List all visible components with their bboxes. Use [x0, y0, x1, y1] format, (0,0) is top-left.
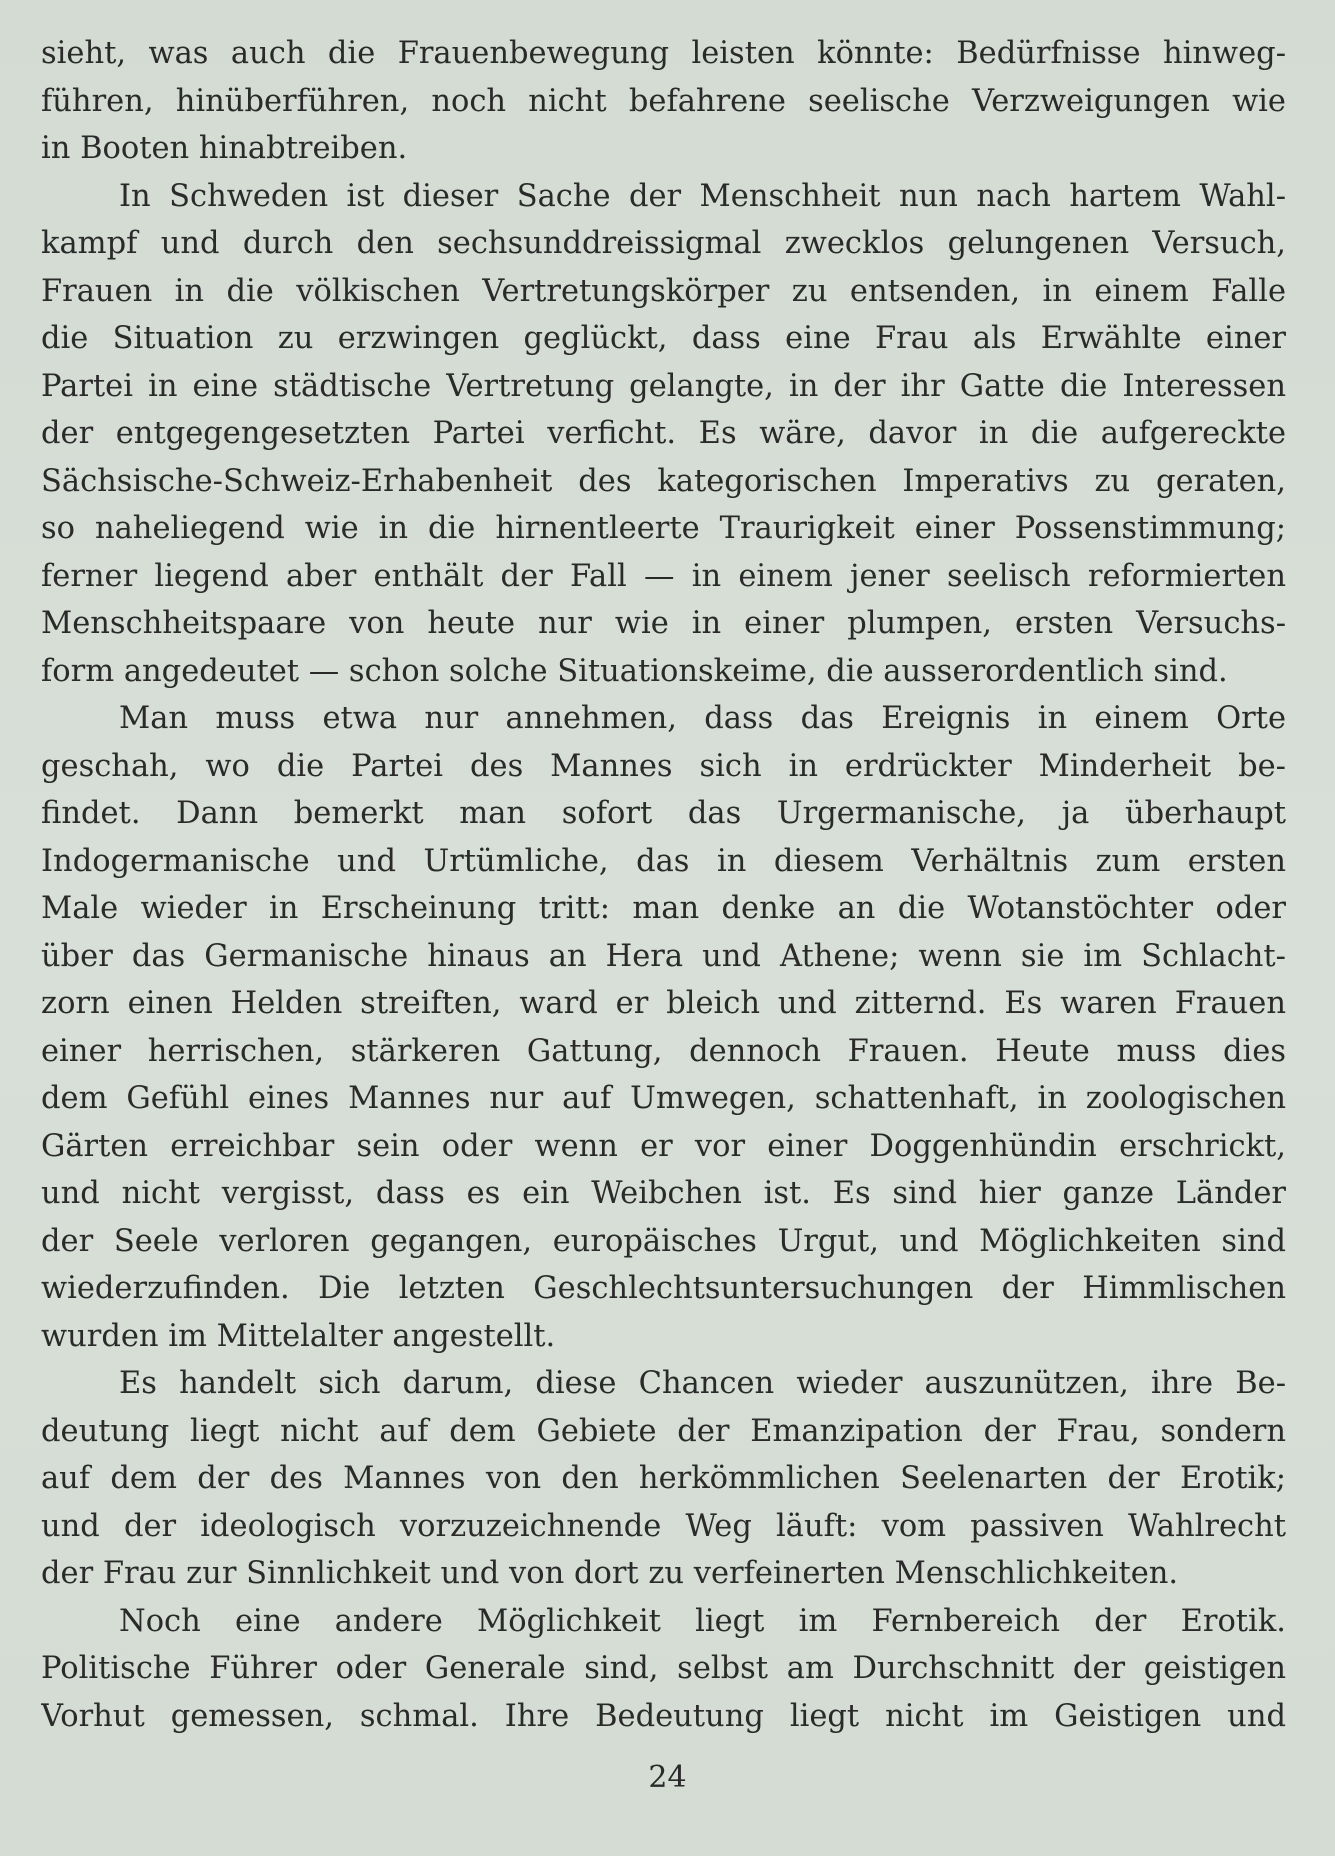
- text-line: zorn einen Helden streiften, ward er bleich und zitternd. Es waren Frauen: [41, 986, 1286, 1021]
- text-line: einer herrischen, stärkeren Gattung, dennoch Frauen. Heute muss dies: [41, 1033, 1286, 1069]
- text-line: kampf und durch den sechsunddreissigmal zwecklos gelungenen Versuch,: [41, 226, 1286, 261]
- text-line: und der ideologisch vorzuzeichnende Weg läuft: vom passiven Wahlrecht: [41, 1508, 1286, 1544]
- paragraph-start-line: In Schweden ist dieser Sache der Menschheit nun nach hartem Wahl-: [119, 178, 1286, 214]
- text-line: der Seele verloren gegangen, europäisches Urgut, und Möglichkeiten sind: [41, 1223, 1286, 1259]
- text-line: geschah, wo die Partei des Mannes sich in erdrückter Minderheit be-: [41, 748, 1286, 784]
- text-line: der entgegengesetzten Partei verficht. Es wäre, davor in die aufgereckte: [41, 416, 1286, 451]
- text-line: Politische Führer oder Generale sind, selbst am Durchschnitt der geistigen: [41, 1651, 1286, 1686]
- text-line: sieht, was auch die Frauenbewegung leisten könnte: Bedürfnisse hinweg-: [41, 36, 1286, 71]
- body-text: [41, 30, 1286, 1740]
- text-line: ferner liegend aber enthält der Fall — in einem jener seelisch reformierten: [41, 558, 1286, 594]
- text-line: Indogermanische und Urtümliche, das in diesem Verhältnis zum ersten: [41, 843, 1286, 879]
- paragraph-start-line: Noch eine andere Möglichkeit liegt im Fernbereich der Erotik.: [119, 1603, 1286, 1639]
- text-line: Vorhut gemessen, schmal. Ihre Bedeutung liegt nicht im Geistigen und: [41, 1698, 1286, 1734]
- text-line: die Situation zu erzwingen geglückt, dass eine Frau als Erwählte einer: [41, 321, 1286, 356]
- text-line: Sächsische-Schweiz-Erhabenheit des kategorischen Imperativs zu geraten,: [41, 463, 1286, 499]
- paragraph-start-line: Man muss etwa nur annehmen, dass das Ereignis in einem Orte: [119, 701, 1286, 736]
- text-line: Partei in eine städtische Vertretung gelangte, in der ihr Gatte die Interessen: [41, 368, 1286, 404]
- text-line: so naheliegend wie in die hirnentleerte Traurigkeit einer Possenstimmung;: [41, 511, 1286, 546]
- text-line: über das Germanische hinaus an Hera und Athene; wenn sie im Schlacht-: [41, 938, 1286, 974]
- text-line: wiederzufinden. Die letzten Geschlechtsuntersuchungen der Himmlischen: [41, 1271, 1286, 1306]
- text-line: deutung liegt nicht auf dem Gebiete der Emanzipation der Frau, sondern: [41, 1413, 1286, 1449]
- text-line: führen, hinüberführen, noch nicht befahrene seelische Verzweigungen wie: [41, 83, 1286, 119]
- text-line: wurden im Mittelalter angestellt.: [41, 1318, 556, 1354]
- text-line: Gärten erreichbar sein oder wenn er vor einer Doggenhündin erschrickt,: [41, 1128, 1286, 1164]
- text-line: form angedeutet — schon solche Situationskeime, die ausserordentlich sind.: [41, 653, 1228, 689]
- text-line: dem Gefühl eines Mannes nur auf Umwegen, schattenhaft, in zoologischen: [41, 1081, 1286, 1116]
- paragraph-start-line: Es handelt sich darum, diese Chancen wieder auszunützen, ihre Be-: [119, 1366, 1286, 1401]
- text-line: Menschheitspaare von heute nur wie in einer plumpen, ersten Versuchs-: [41, 606, 1286, 641]
- text-line: Male wieder in Erscheinung tritt: man denke an die Wotanstöchter oder: [41, 891, 1286, 926]
- text-line: in Booten hinabtreiben.: [41, 131, 408, 166]
- text-line: der Frau zur Sinnlichkeit und von dort zu verfeinerten Menschlichkeiten.: [41, 1556, 1179, 1591]
- text-line: Frauen in die völkischen Vertretungskörper zu entsenden, in einem Falle: [41, 273, 1286, 309]
- text-line: auf dem der des Mannes von den herkömmlichen Seelenarten der Erotik;: [41, 1461, 1286, 1496]
- page-number: 24: [648, 1760, 687, 1795]
- text-line: und nicht vergisst, dass es ein Weibchen ist. Es sind hier ganze Länder: [41, 1176, 1286, 1211]
- text-line: findet. Dann bemerkt man sofort das Urgermanische, ja überhaupt: [41, 796, 1286, 831]
